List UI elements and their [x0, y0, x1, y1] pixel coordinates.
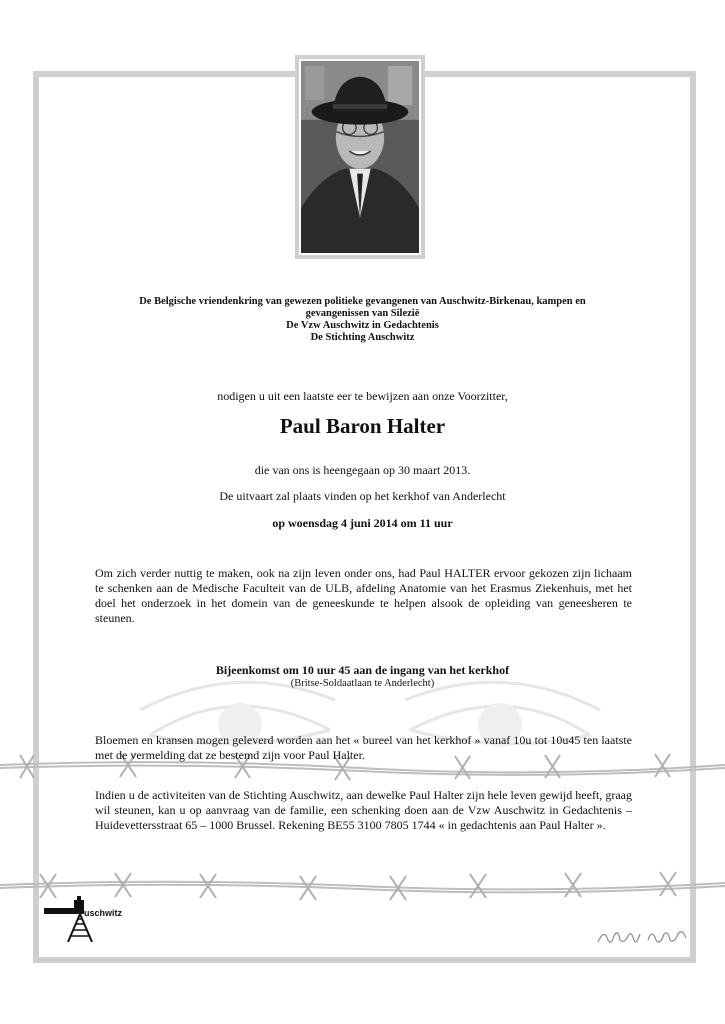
meeting-location: (Britse-Soldaatlaan te Anderlecht): [290, 678, 435, 689]
funeral-location: De uitvaart zal plaats vinden op het kerkhof van Anderlecht: [219, 489, 506, 503]
auschwitz-logo: [44, 896, 140, 942]
signature: [596, 922, 688, 950]
meeting-time: Bijeenkomst om 10 uur 45 aan de ingang van het kerkhof: [215, 663, 510, 677]
portrait-photo: [295, 55, 425, 259]
flowers-paragraph: Bloemen en kransen mogen geleverd worden aan het « bureel van het kerkhof » vanaf 10u tot 10u45 ten laatste met de vermelding dat ze bestemd zijn voor Paul Halter.: [95, 733, 632, 762]
donation-paragraph: Indien u de activiteiten van de Stichting Auschwitz, aan dewelke Paul Halter zijn hele leven gewijd heeft, graag wil steunen, kan u op aanvraag van de familie, een schenking doen aan de Vzw Auschwitz in Gedachtenis – Huidevettersstraat 65 – 1000 Brussel. Rekening BE55 3100 7805 1744 « in gedachtenis aan Paul Halter ».: [95, 788, 632, 832]
organization-line: De Stichting Auschwitz: [310, 332, 415, 343]
body-donation-paragraph: Om zich verder nuttig te maken, ook na zijn leven onder ons, had Paul HALTER ervoor gekozen zijn lichaam te schenken aan de Medische Faculteit van de ULB, afdeling Anatomie van het Erasmus Ziekenhuis, met het doel het onderzoek in het domein van de geneeskunde te helpen alsook de opleiding van geneesheren te steunen.: [95, 566, 632, 625]
invitation-text: nodigen u uit een laatste eer te bewijzen aan onze Voorzitter,: [217, 389, 508, 403]
organization-line: De Vzw Auschwitz in Gedachtenis: [286, 320, 439, 331]
organization-line: De Belgische vriendenkring van gewezen politieke gevangenen van Auschwitz-Birkenau, kampen en: [139, 296, 586, 307]
organizations-block: [60, 296, 665, 344]
logo-wordmark: uschwitz: [84, 908, 123, 918]
organization-line: gevangenissen van Silezië: [305, 308, 420, 319]
deceased-name: Paul Baron Halter: [279, 414, 446, 438]
date-of-passing: die van ons is heengegaan op 30 maart 2013.: [254, 463, 471, 477]
funeral-date: op woensdag 4 juni 2014 om 11 uur: [272, 516, 453, 530]
